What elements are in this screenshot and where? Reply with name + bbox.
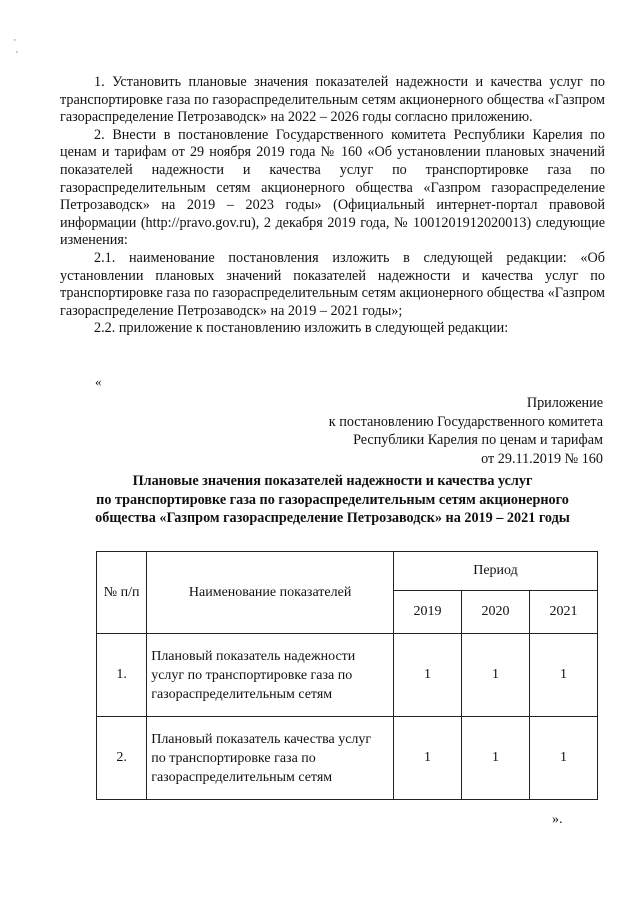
header-year: 2020 <box>462 591 530 634</box>
row-indicator-name: Плановый показатель качества услуг по транспортировке газа по газораспределительным сетям <box>147 717 394 800</box>
paragraph-2-1: 2.1. наименование постановления изложить в следующей редакции: «Об установлении плановых значений показателей надежности и качества услуг по транспортировке газа по газораспределительным сетям акционерного общества «Газпром газораспределение Петрозаводск» на 2019 – 2021 годы»; <box>60 249 605 319</box>
appendix-header <box>273 394 603 468</box>
row-value: 1 <box>394 717 462 800</box>
indicators-table <box>96 551 598 800</box>
row-number: 1. <box>97 634 147 717</box>
paragraph-2: 2. Внести в постановление Государственного комитета Республики Карелия по ценам и тарифам от 29 ноября 2019 года № 160 «Об установлении плановых значений показателей надежности и качества услуг по транспортировке газа по газораспределительным сетям акционерного общества «Газпром газораспределение Петрозаводск» на 2019 – 2023 годы» (Официальный интернет-портал правовой информации (http://pravo.gov.ru), 2 декабря 2019 года, № 1001201912020013) следующие изменения: <box>60 126 605 249</box>
table-row <box>97 634 598 717</box>
header-number: № п/п <box>97 552 147 634</box>
row-value: 1 <box>530 717 598 800</box>
margin-mark: ' <box>14 38 16 49</box>
appendix-line: от 29.11.2019 № 160 <box>481 450 603 467</box>
table-title-line: по транспортировке газа по газораспределительным сетям акционерного <box>96 491 569 508</box>
table-row <box>97 717 598 800</box>
margin-mark: ' <box>16 50 18 61</box>
appendix-line: к постановлению Государственного комитета <box>328 413 603 430</box>
row-value: 1 <box>462 717 530 800</box>
header-indicator-name: Наименование показателей <box>147 552 394 634</box>
row-number: 2. <box>97 717 147 800</box>
appendix-line: Приложение <box>526 395 603 411</box>
paragraph-2-2: 2.2. приложение к постановлению изложить в следующей редакции: <box>94 320 509 337</box>
opening-quote: « <box>95 374 102 389</box>
row-value: 1 <box>394 634 462 717</box>
table-title-line: общества «Газпром газораспределение Петрозаводск» на 2019 – 2021 годы <box>95 510 570 526</box>
closing-quote: ». <box>552 812 563 827</box>
row-value: 1 <box>462 634 530 717</box>
paragraph-1: 1. Установить плановые значения показателей надежности и качества услуг по транспортировке газа по газораспределительным сетям акционерного общества «Газпром газораспределение Петрозаводск» на 2022 – 2026 годы согласно приложению. <box>60 74 605 126</box>
table-title-line: Плановые значения показателей надежности и качества услуг <box>132 473 533 489</box>
header-year: 2019 <box>394 591 462 634</box>
row-value: 1 <box>530 634 598 717</box>
body-text <box>60 74 605 338</box>
header-year: 2021 <box>530 591 598 634</box>
header-period: Период <box>394 552 598 591</box>
row-indicator-name: Плановый показатель надежности услуг по транспортировке газа по газораспределительным сетям <box>147 634 394 717</box>
appendix-line: Республики Карелия по ценам и тарифам <box>353 432 603 448</box>
table-title <box>60 472 605 528</box>
